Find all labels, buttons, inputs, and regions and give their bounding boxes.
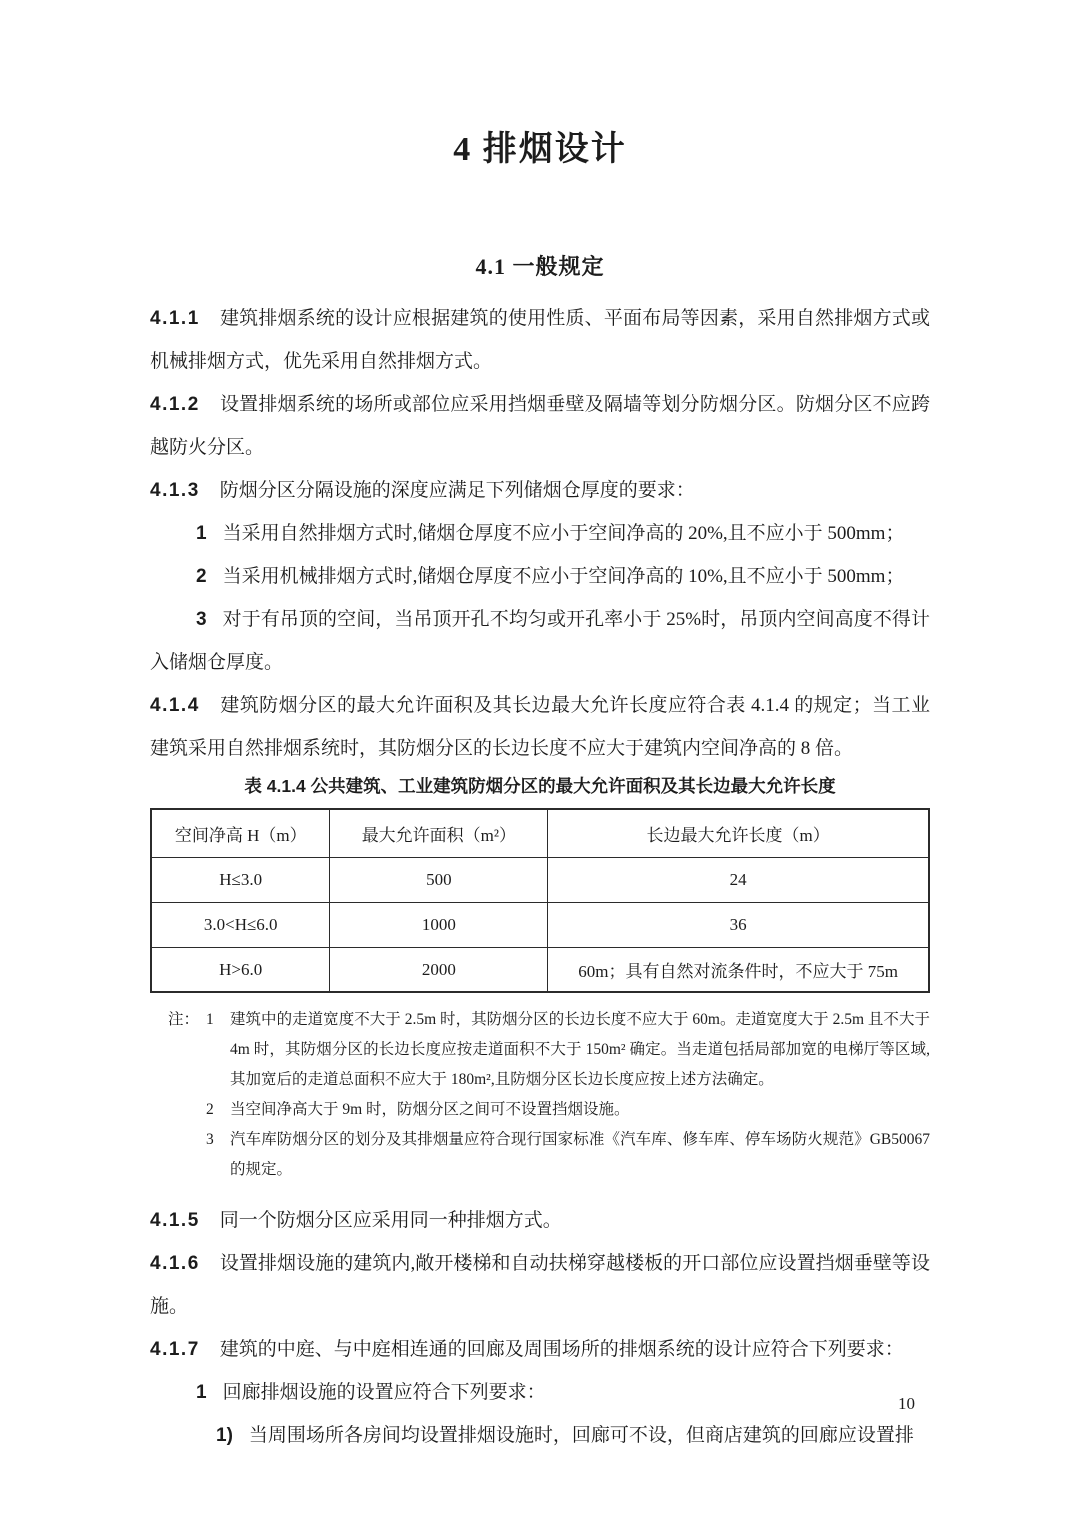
item-number: 1: [196, 523, 207, 545]
note-number: 1: [206, 1011, 214, 1029]
table-cell: 24: [548, 857, 929, 902]
clause-4-1-5: [150, 1199, 930, 1242]
table-row: [151, 902, 929, 947]
clause-text: 建筑的中庭、与中庭相连通的回廊及周围场所的排烟系统的设计应符合下列要求：: [219, 1339, 904, 1361]
table-header-cell: 空间净高 H（m）: [151, 809, 330, 857]
note-number: 2: [206, 1101, 214, 1119]
table-note-3: [168, 1125, 930, 1185]
table-cell: 60m；具有自然对流条件时，不应大于 75m: [548, 947, 929, 992]
notes-label-spacer: [168, 1125, 206, 1185]
clause-4-1-6: [150, 1242, 930, 1328]
table-title: 表 4.1.4 公共建筑、工业建筑防烟分区的最大允许面积及其长边最大允许长度: [244, 776, 836, 797]
table-cell: 2000: [330, 947, 548, 992]
table-row: [151, 857, 929, 902]
clause-4-1-3-item-1: [150, 512, 930, 555]
page-content: [150, 0, 930, 1457]
table-row: [151, 947, 929, 992]
item-text: 当采用机械排烟方式时,储烟仓厚度不应小于空间净高的 10%,且不应小于 500mm；: [222, 566, 905, 588]
clause-4-1-3: [150, 469, 930, 512]
clause-4-1-1: [150, 297, 930, 383]
clauses-block-top: [150, 297, 930, 770]
item-text: 对于有吊顶的空间，当吊顶开孔不均匀或开孔率小于 25%时，吊顶内空间高度不得计入储烟仓厚度。: [150, 609, 930, 674]
notes-label: 注：: [168, 1011, 200, 1029]
note-text: 当空间净高大于 9m 时，防烟分区之间可不设置挡烟设施。: [230, 1101, 630, 1119]
chapter-title: 4 排烟设计: [453, 131, 627, 168]
table-header-cell: 长边最大允许长度（m）: [548, 809, 929, 857]
clause-text: 防烟分区分隔设施的深度应满足下列储烟仓厚度的要求：: [219, 480, 695, 502]
item-number: 1: [196, 1382, 207, 1404]
table-cell: H>6.0: [151, 947, 330, 992]
note-number: 3: [206, 1131, 214, 1149]
item-number: 2: [196, 566, 207, 588]
clause-4-1-4: [150, 684, 930, 770]
item-number: 3: [196, 609, 207, 631]
clause-number: 4.1.1: [150, 308, 200, 330]
table-cell: 3.0<H≤6.0: [151, 902, 330, 947]
clause-4-1-3-item-2: [150, 555, 930, 598]
clause-4-1-3-item-3: [150, 598, 930, 684]
item-text: 当采用自然排烟方式时,储烟仓厚度不应小于空间净高的 20%,且不应小于 500mm；: [222, 523, 905, 545]
clause-4-1-7: [150, 1328, 930, 1371]
clause-text: 设置排烟系统的场所或部位应采用挡烟垂壁及隔墙等划分防烟分区。防烟分区不应跨越防火分区。: [150, 394, 930, 459]
clause-text: 同一个防烟分区应采用同一种排烟方式。: [219, 1210, 562, 1232]
clause-number: 4.1.4: [150, 695, 200, 717]
clause-text: 建筑防烟分区的最大允许面积及其长边最大允许长度应符合表 4.1.4 的规定；当工业建筑采用自然排烟系统时，其防烟分区的长边长度不应大于建筑内空间净高的 8 倍。: [150, 695, 930, 760]
clause-4-1-7-item-1-sub-1: [150, 1414, 930, 1457]
page-number: 10: [898, 1394, 915, 1413]
clause-number: 4.1.2: [150, 394, 200, 416]
clause-4-1-7-item-1: [150, 1371, 930, 1414]
clause-4-1-2: [150, 383, 930, 469]
table-cell: 1000: [330, 902, 548, 947]
clause-number: 4.1.6: [150, 1253, 200, 1275]
clauses-block-bottom: [150, 1199, 930, 1457]
clause-number: 4.1.7: [150, 1339, 200, 1361]
clause-text: 建筑排烟系统的设计应根据建筑的使用性质、平面布局等因素，采用自然排烟方式或机械排烟方式，优先采用自然排烟方式。: [150, 308, 930, 373]
table-note-2: [168, 1095, 930, 1125]
notes-label-spacer: [168, 1095, 206, 1125]
clause-text: 设置排烟设施的建筑内,敞开楼梯和自动扶梯穿越楼板的开口部位应设置挡烟垂壁等设施。: [150, 1253, 930, 1318]
table-cell: H≤3.0: [151, 857, 330, 902]
table-cell: 36: [548, 902, 929, 947]
subitem-text: 当周围场所各房间均设置排烟设施时，回廊可不设，但商店建筑的回廊应设置排: [248, 1425, 914, 1447]
subitem-number: 1): [216, 1425, 233, 1447]
table-cell: 500: [330, 857, 548, 902]
note-text: 建筑中的走道宽度不大于 2.5m 时，其防烟分区的长边长度不应大于 60m。走道宽度大于 2.5m 且不大于 4m 时，其防烟分区的长边长度应按走道面积不大于 150m² 确定。当走道包括局部加宽的电梯厅等区域,其加宽后的走道总面积不应大于 180m²,且防烟分区长边长度应按上述方法确定。: [230, 1011, 930, 1089]
table-header-row: [151, 809, 929, 857]
clause-number: 4.1.3: [150, 480, 200, 502]
table-header-cell: 最大允许面积（m²）: [330, 809, 548, 857]
table-4-1-4: [150, 808, 930, 993]
section-title: 4.1 一般规定: [475, 253, 605, 279]
table-notes: [150, 1005, 930, 1185]
clause-number: 4.1.5: [150, 1210, 200, 1232]
item-text: 回廊排烟设施的设置应符合下列要求：: [222, 1382, 546, 1404]
table-note-1: [168, 1005, 930, 1095]
note-text: 汽车库防烟分区的划分及其排烟量应符合现行国家标准《汽车库、修车库、停车场防火规范》GB50067 的规定。: [230, 1131, 930, 1179]
